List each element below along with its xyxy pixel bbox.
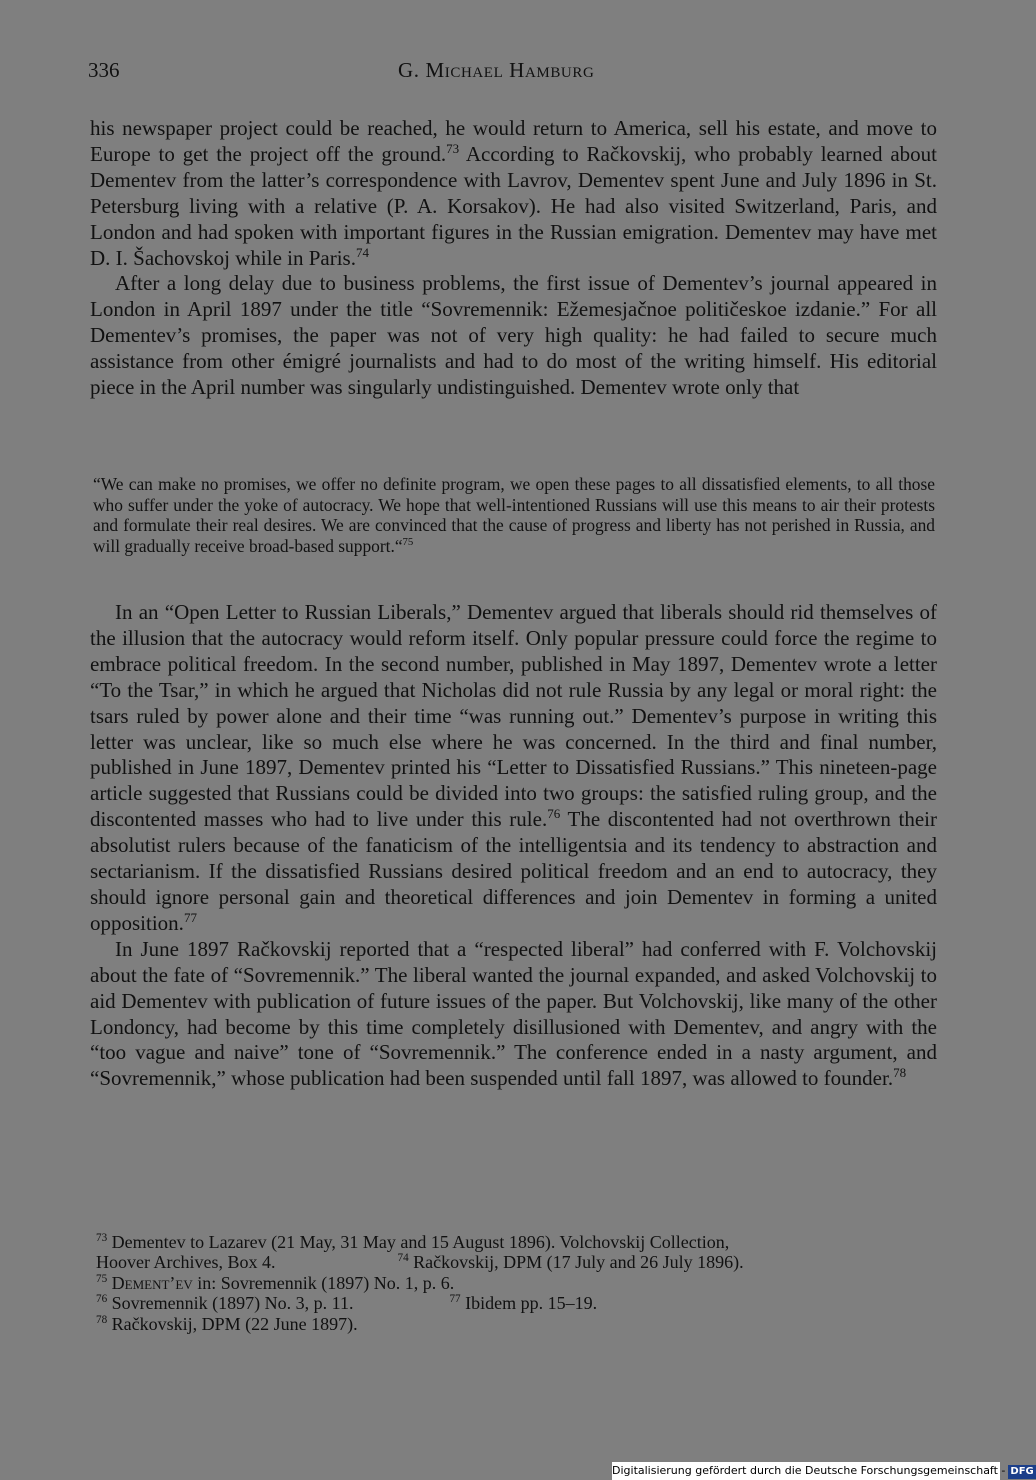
footnote-mark: 76 [96, 1293, 108, 1306]
digitization-footer [612, 1462, 1034, 1480]
footnote-75 [96, 1273, 938, 1293]
footnotes [96, 1232, 938, 1334]
footnote-78 [96, 1314, 938, 1334]
paragraph [90, 116, 937, 271]
footnote-text: Ibidem pp. 15–19. [465, 1293, 598, 1314]
text-run: his newspaper project could be reached, he would return to America, sell his estate, and move to Europe to get the project off the ground. [90, 116, 937, 166]
footnote-reference: 74 [355, 244, 369, 260]
paragraph [90, 937, 937, 1092]
footnote-mark: 75 [96, 1272, 108, 1285]
footnote-author: Dement’ev [111, 1272, 193, 1293]
block-quote [93, 474, 935, 556]
text-run: In June 1897 Račkovskij reported that a “respected liberal” had conferred with F. Volchovskij about the fate of “Sovremennik.” The liberal wanted the journal expanded, and asked Volchovskij to aid Dementev with publication of future issues of the paper. But Volchovskij, like many of the other Londoncy, had become by this time completely disillusioned with Dementev, and angry with the “too vague and naive” tone of “Sovremennik.” The conference ended in a nasty argument, and “Sovremennik,” whose publication had been suspended until fall 1897, was allowed to founder. [90, 936, 937, 1091]
footnote-mark: 73 [96, 1232, 108, 1244]
body-text-top [90, 116, 937, 401]
dfg-logo: DFG [1010, 1466, 1034, 1477]
footnote-mark: 77 [449, 1293, 461, 1306]
footnote-reference: 75 [402, 535, 414, 548]
footnote-mark: 74 [397, 1252, 409, 1265]
text-run: “We can make no promises, we offer no definite program, we open these pages to all dissatisfied elements, to all those who suffer under the yoke of autocracy. We hope that well-intentioned Russians will use this means to air their protests and formulate their real desires. We are convinced that the cause of progress and liberty has not perished in Russia, and will gradually receive broad-based support.“ [93, 474, 935, 556]
footnote-reference: 73 [446, 140, 460, 156]
footnote-reference: 76 [547, 806, 561, 822]
footnote-text: Hoover Archives, Box 4. [96, 1252, 276, 1273]
footnote-76-77 [96, 1293, 938, 1313]
text-run: The discontented had not overthrown their absolutist rulers because of the fanaticism of the intelligentsia and its tendency to abstraction and sectarianism. If the dissatisfied Russians desired political freedom and an end to autocracy, they should ignore personal gain and theoretical differences and join Dementev in forming a united opposition. [90, 807, 937, 935]
footnote-73 [96, 1232, 938, 1252]
paragraph [90, 271, 937, 401]
footnote-text: Račkovskij, DPM (17 July and 26 July 1896). [413, 1252, 744, 1273]
running-head: G. Michael Hamburg [398, 58, 595, 82]
footnote-reference: 78 [893, 1065, 907, 1081]
text-run: According to Račkovskij, who probably learned about Dementev from the latter’s correspondence with Lavrov, Dementev spent June and July 1896 in St. Petersburg living with a relative (P. A. Korsakov). He had also visited Switzerland, Paris, and London and had spoken with important figures in the Russian emigration. Dementev may have met D. I. Šachovskoj while in Paris. [90, 141, 937, 270]
footnote-mark: 78 [96, 1313, 108, 1326]
footnote-reference: 77 [183, 909, 197, 925]
body-text-bottom [90, 600, 937, 1092]
footnote-text: Račkovskij, DPM (22 June 1897). [111, 1313, 358, 1334]
paragraph [90, 600, 937, 937]
footnote-text: Dementev to Lazarev (21 May, 31 May and 15 August 1896). Volchovskij Collection, [111, 1232, 730, 1252]
footnote-73-74 [96, 1252, 938, 1272]
footnote-text: Sovremennik (1897) No. 3, p. 11. [111, 1293, 354, 1314]
footer-text: Digitalisierung gefördert durch die Deutsche Forschungsgemeinschaft - [612, 1464, 1006, 1477]
text-run: In an “Open Letter to Russian Liberals,” Dementev argued that liberals should rid themselves of the illusion that the autocracy would reform itself. Only popular pressure could force the regime to embrace political freedom. In the second number, published in May 1897, Dementev wrote a letter “To the Tsar,” in which he argued that Nicholas did not rule Russia by any legal or moral right: the tsars ruled by power alone and their time “was running out.” Dementev’s purpose in writing this letter was unclear, like so much else where he was concerned. In the third and final number, published in June 1897, Dementev printed his “Letter to Dissatisfied Russians.” This nineteen-page article suggested that Russians could be divided into two groups: the satisfied ruling group, and the discontented masses who had to live under this rule. [90, 600, 937, 832]
page-number: 336 [88, 58, 120, 82]
page-header [88, 58, 938, 90]
text-run: After a long delay due to business problems, the first issue of Dementev’s journal appeared in London in April 1897 under the title “Sovremennik: Ežemesjačnoe političeskoe izdanie.” For all Dementev’s promises, the paper was not of very high quality: he had failed to secure much assistance from other émigré journalists and had to do most of the writing himself. His editorial piece in the April number was singularly undistinguished. Dementev wrote only that [90, 271, 937, 400]
footnote-text: in: Sovremennik (1897) No. 1, p. 6. [192, 1272, 455, 1293]
